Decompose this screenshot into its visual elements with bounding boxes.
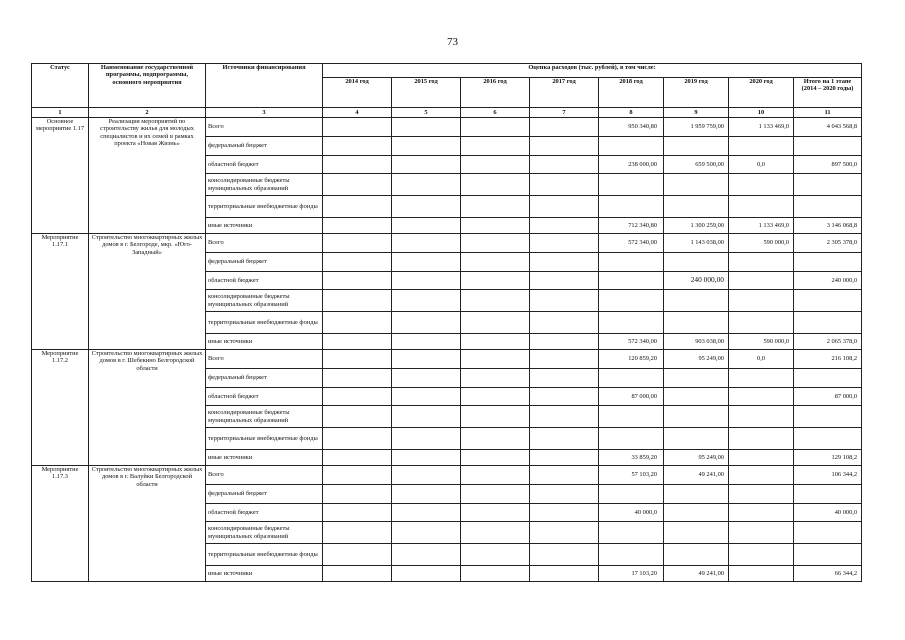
funding-source: федеральный бюджет: [206, 253, 323, 272]
value-2018: 120 859,20: [599, 350, 664, 369]
value-2020: [729, 466, 794, 485]
value-2016: [461, 312, 530, 334]
value-2020: [729, 290, 794, 312]
column-number-4: 4: [323, 108, 392, 118]
value-2015: [392, 350, 461, 369]
funding-source: территориальные внебюджетные фонды: [206, 544, 323, 566]
value-total: 240 000,0: [794, 272, 862, 290]
value-2014: [323, 388, 392, 406]
funding-source: консолидированные бюджеты муниципальных образований: [206, 406, 323, 428]
value-2016: [461, 544, 530, 566]
value-2020: 1 133 469,0: [729, 118, 794, 137]
value-2018: 950 340,80: [599, 118, 664, 137]
value-2015: [392, 334, 461, 350]
value-total: 3 146 068,8: [794, 218, 862, 234]
value-2020: [729, 522, 794, 544]
section-name: Строительство многоквартирных жилых домов в г. Шебекино Белгородской области: [89, 350, 206, 466]
funding-source: иные источники: [206, 218, 323, 234]
funding-source: консолидированные бюджеты муниципальных образований: [206, 290, 323, 312]
value-2018: 712 340,80: [599, 218, 664, 234]
value-2018: [599, 522, 664, 544]
value-2015: [392, 406, 461, 428]
value-2016: [461, 485, 530, 504]
value-2018: 572 340,00: [599, 334, 664, 350]
expenditure-table: [31, 63, 862, 582]
funding-source: иные источники: [206, 450, 323, 466]
header-year-3: 2016 год: [461, 78, 530, 108]
column-number-8: 8: [599, 108, 664, 118]
value-2017: [530, 118, 599, 137]
value-2017: [530, 450, 599, 466]
value-2015: [392, 118, 461, 137]
value-2014: [323, 369, 392, 388]
value-2019: 1 143 038,00: [664, 234, 729, 253]
column-number-3: 3: [206, 108, 323, 118]
funding-source: Всего: [206, 350, 323, 369]
value-2019: 95 249,00: [664, 350, 729, 369]
value-2016: [461, 272, 530, 290]
value-2017: [530, 544, 599, 566]
value-total: 129 108,2: [794, 450, 862, 466]
value-2014: [323, 350, 392, 369]
value-2018: 87 000,00: [599, 388, 664, 406]
funding-source: иные источники: [206, 566, 323, 582]
value-2017: [530, 566, 599, 582]
header-year-2: 2015 год: [392, 78, 461, 108]
value-total: [794, 196, 862, 218]
value-2020: [729, 544, 794, 566]
value-2019: [664, 196, 729, 218]
column-number-11: 11: [794, 108, 862, 118]
value-2015: [392, 544, 461, 566]
value-2017: [530, 466, 599, 485]
value-2018: [599, 544, 664, 566]
value-2014: [323, 137, 392, 156]
funding-source: федеральный бюджет: [206, 369, 323, 388]
header-name: Наименование государственной программы, подпрограммы, основного мероприятия: [89, 64, 206, 108]
value-total: 87 000,0: [794, 388, 862, 406]
value-2019: 1 300 259,00: [664, 218, 729, 234]
value-2016: [461, 466, 530, 485]
value-2016: [461, 334, 530, 350]
table-row: [32, 118, 862, 137]
value-total: 897 500,0: [794, 156, 862, 174]
value-2017: [530, 137, 599, 156]
header-sources: Источники финансирования: [206, 64, 323, 108]
value-2017: [530, 485, 599, 504]
value-2016: [461, 156, 530, 174]
value-total: [794, 290, 862, 312]
value-2017: [530, 334, 599, 350]
value-2020: 590 000,0: [729, 234, 794, 253]
value-2016: [461, 522, 530, 544]
value-2014: [323, 406, 392, 428]
value-2020: [729, 137, 794, 156]
value-2015: [392, 156, 461, 174]
section-status: Мероприятие 1.17.3: [32, 466, 89, 582]
value-2015: [392, 388, 461, 406]
value-2018: [599, 174, 664, 196]
value-2020: [729, 388, 794, 406]
value-2020: 0,0: [729, 350, 794, 369]
section-status: Мероприятие 1.17.1: [32, 234, 89, 350]
value-2018: [599, 428, 664, 450]
value-2015: [392, 450, 461, 466]
value-total: [794, 369, 862, 388]
value-2016: [461, 118, 530, 137]
value-total: 2 305 378,0: [794, 234, 862, 253]
value-2019: 49 241,00: [664, 566, 729, 582]
value-2019: 240 000,00: [664, 272, 729, 290]
column-number-1: 1: [32, 108, 89, 118]
value-2015: [392, 290, 461, 312]
value-2015: [392, 174, 461, 196]
value-2019: [664, 369, 729, 388]
page-number: 73: [447, 36, 458, 48]
value-2017: [530, 174, 599, 196]
value-2017: [530, 272, 599, 290]
value-total: [794, 522, 862, 544]
value-2015: [392, 196, 461, 218]
value-2020: [729, 504, 794, 522]
value-2018: [599, 406, 664, 428]
value-total: [794, 137, 862, 156]
value-2019: 95 249,00: [664, 450, 729, 466]
value-2020: [729, 406, 794, 428]
value-2020: [729, 428, 794, 450]
section-name: Строительство многоквартирных жилых домов в г. Белгороде, мкр. «Юго-Западный»: [89, 234, 206, 350]
value-2017: [530, 196, 599, 218]
value-2016: [461, 196, 530, 218]
value-2020: [729, 450, 794, 466]
value-2020: [729, 174, 794, 196]
value-2020: 0,0: [729, 156, 794, 174]
funding-source: областной бюджет: [206, 388, 323, 406]
value-2019: [664, 253, 729, 272]
value-total: [794, 485, 862, 504]
value-2016: [461, 369, 530, 388]
column-number-2: 2: [89, 108, 206, 118]
value-2019: [664, 388, 729, 406]
value-2016: [461, 428, 530, 450]
value-2017: [530, 428, 599, 450]
value-2017: [530, 253, 599, 272]
header-status: Статус: [32, 64, 89, 108]
funding-source: областной бюджет: [206, 504, 323, 522]
value-2019: [664, 137, 729, 156]
value-2015: [392, 253, 461, 272]
header-year-6: 2019 год: [664, 78, 729, 108]
value-2018: [599, 196, 664, 218]
value-2015: [392, 369, 461, 388]
value-2014: [323, 118, 392, 137]
value-2017: [530, 388, 599, 406]
value-total: 106 344,2: [794, 466, 862, 485]
column-number-5: 5: [392, 108, 461, 118]
value-total: [794, 174, 862, 196]
header-year-7: 2020 год: [729, 78, 794, 108]
value-2020: [729, 272, 794, 290]
value-2015: [392, 218, 461, 234]
section-name: Строительство многоквартирных жилых домов в г. Валуйки Белгородской области: [89, 466, 206, 582]
value-total: 2 065 378,0: [794, 334, 862, 350]
value-2014: [323, 253, 392, 272]
value-2015: [392, 522, 461, 544]
table-body: [32, 118, 862, 582]
value-total: 216 108,2: [794, 350, 862, 369]
value-total: 40 000,0: [794, 504, 862, 522]
value-2019: [664, 290, 729, 312]
column-number-9: 9: [664, 108, 729, 118]
value-2016: [461, 566, 530, 582]
value-2017: [530, 156, 599, 174]
header-year-1: 2014 год: [323, 78, 392, 108]
value-2017: [530, 218, 599, 234]
value-2018: [599, 253, 664, 272]
value-2019: [664, 428, 729, 450]
section-status: Основное мероприятие 1.17: [32, 118, 89, 234]
value-2015: [392, 234, 461, 253]
value-2019: [664, 522, 729, 544]
table-row: [32, 350, 862, 369]
value-2018: [599, 137, 664, 156]
value-2018: [599, 272, 664, 290]
section-name: Реализация мероприятий по строительству жилья для молодых специалистов и их семей в рамках проекта «Новая Жизнь»: [89, 118, 206, 234]
value-2018: 57 103,20: [599, 466, 664, 485]
funding-source: консолидированные бюджеты муниципальных образований: [206, 174, 323, 196]
value-2016: [461, 137, 530, 156]
value-2019: [664, 174, 729, 196]
value-2020: [729, 196, 794, 218]
funding-source: Всего: [206, 234, 323, 253]
value-2020: 1 133 469,0: [729, 218, 794, 234]
value-2019: [664, 544, 729, 566]
value-2017: [530, 234, 599, 253]
value-2016: [461, 174, 530, 196]
value-2016: [461, 388, 530, 406]
value-2014: [323, 234, 392, 253]
value-2019: [664, 406, 729, 428]
value-total: [794, 253, 862, 272]
value-2018: 238 000,00: [599, 156, 664, 174]
table-row: [32, 466, 862, 485]
value-2019: 1 959 759,00: [664, 118, 729, 137]
funding-source: иные источники: [206, 334, 323, 350]
value-2019: 903 038,00: [664, 334, 729, 350]
value-2018: [599, 485, 664, 504]
value-2016: [461, 290, 530, 312]
value-2019: [664, 485, 729, 504]
value-2014: [323, 312, 392, 334]
value-total: [794, 312, 862, 334]
value-2014: [323, 566, 392, 582]
value-2018: [599, 312, 664, 334]
funding-source: Всего: [206, 118, 323, 137]
value-2018: 33 859,20: [599, 450, 664, 466]
funding-source: консолидированные бюджеты муниципальных образований: [206, 522, 323, 544]
value-2017: [530, 504, 599, 522]
column-number-6: 6: [461, 108, 530, 118]
value-2020: [729, 312, 794, 334]
value-2016: [461, 450, 530, 466]
value-2014: [323, 450, 392, 466]
value-total: [794, 406, 862, 428]
funding-source: территориальные внебюджетные фонды: [206, 312, 323, 334]
value-2014: [323, 218, 392, 234]
value-2018: 40 000,0: [599, 504, 664, 522]
funding-source: территориальные внебюджетные фонды: [206, 428, 323, 450]
value-2020: 590 000,0: [729, 334, 794, 350]
table-header: [32, 64, 862, 118]
value-2015: [392, 466, 461, 485]
funding-source: Всего: [206, 466, 323, 485]
value-2019: 49 241,00: [664, 466, 729, 485]
value-2019: [664, 312, 729, 334]
section-status: Мероприятие 1.17.2: [32, 350, 89, 466]
value-2018: [599, 369, 664, 388]
value-total: [794, 544, 862, 566]
value-2020: [729, 485, 794, 504]
value-2017: [530, 369, 599, 388]
header-column-numbers-row: [32, 108, 862, 118]
value-2014: [323, 174, 392, 196]
value-2014: [323, 156, 392, 174]
funding-source: федеральный бюджет: [206, 485, 323, 504]
header-estimate: Оценка расходов (тыс. рублей), в том числе:: [323, 64, 862, 78]
value-2017: [530, 312, 599, 334]
value-total: 4 043 568,8: [794, 118, 862, 137]
value-2016: [461, 234, 530, 253]
value-2014: [323, 290, 392, 312]
value-2019: [664, 504, 729, 522]
column-number-10: 10: [729, 108, 794, 118]
value-2015: [392, 566, 461, 582]
value-2016: [461, 218, 530, 234]
value-2018: 17 103,20: [599, 566, 664, 582]
value-2017: [530, 406, 599, 428]
value-2020: [729, 253, 794, 272]
value-2014: [323, 504, 392, 522]
value-2014: [323, 485, 392, 504]
value-2014: [323, 272, 392, 290]
value-2015: [392, 504, 461, 522]
value-2015: [392, 485, 461, 504]
value-total: 66 344,2: [794, 566, 862, 582]
value-2016: [461, 253, 530, 272]
value-2015: [392, 428, 461, 450]
value-2014: [323, 334, 392, 350]
value-2017: [530, 350, 599, 369]
value-2015: [392, 137, 461, 156]
value-2018: [599, 290, 664, 312]
value-2015: [392, 272, 461, 290]
value-2014: [323, 428, 392, 450]
expenditure-table-container: [31, 63, 861, 582]
value-2016: [461, 406, 530, 428]
value-2015: [392, 312, 461, 334]
value-total: [794, 428, 862, 450]
column-number-7: 7: [530, 108, 599, 118]
funding-source: федеральный бюджет: [206, 137, 323, 156]
value-2017: [530, 522, 599, 544]
value-2014: [323, 522, 392, 544]
header-year-8: Итого на 1 этапе (2014 – 2020 годы): [794, 78, 862, 108]
value-2017: [530, 290, 599, 312]
value-2019: 659 500,00: [664, 156, 729, 174]
value-2014: [323, 466, 392, 485]
value-2014: [323, 544, 392, 566]
funding-source: областной бюджет: [206, 272, 323, 290]
header-year-4: 2017 год: [530, 78, 599, 108]
value-2014: [323, 196, 392, 218]
table-row: [32, 234, 862, 253]
value-2016: [461, 504, 530, 522]
value-2018: 572 340,00: [599, 234, 664, 253]
header-year-5: 2018 год: [599, 78, 664, 108]
value-2016: [461, 350, 530, 369]
funding-source: областной бюджет: [206, 156, 323, 174]
value-2020: [729, 566, 794, 582]
value-2020: [729, 369, 794, 388]
funding-source: территориальные внебюджетные фонды: [206, 196, 323, 218]
